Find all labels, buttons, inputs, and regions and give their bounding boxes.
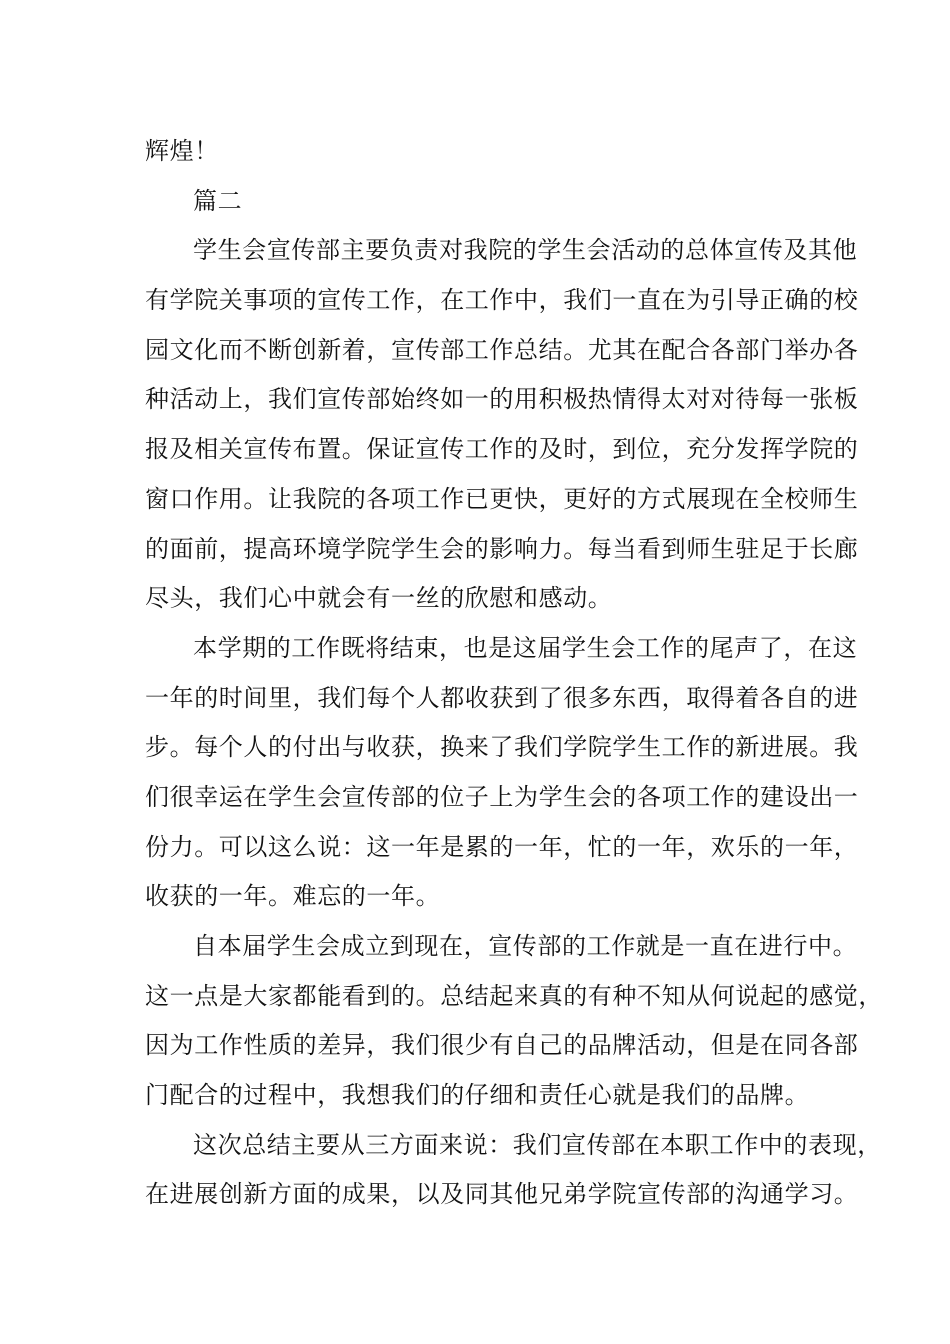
document-body [145, 127, 883, 1220]
text-line: 的面前，提高环境学院学生会的影响力。每当看到师生驻足于长廊 [145, 534, 859, 563]
text-line: 本学期的工作既将结束，也是这届学生会工作的尾声了，在这 [193, 633, 858, 662]
text-line: 门配合的过程中，我想我们的仔细和责任心就是我们的品牌。 [145, 1081, 810, 1110]
text-line: 尽头，我们心中就会有一丝的欣慰和感动。 [145, 584, 613, 613]
text-line: 辉煌！ [145, 137, 219, 165]
text-line: 这次总结主要从三方面来说：我们宣传部在本职工作中的表现， [193, 1130, 882, 1159]
text-line: 份力。可以这么说：这一年是累的一年，忙的一年，欢乐的一年， [145, 832, 859, 861]
text-line: 这一点是大家都能看到的。总结起来真的有种不知从何说起的感觉， [145, 981, 883, 1010]
text-line: 报及相关宣传布置。保证宣传工作的及时，到位，充分发挥学院的 [145, 435, 859, 464]
text-line: 步。每个人的付出与收获，换来了我们学院学生工作的新进展。我 [145, 733, 859, 762]
text-line: 学生会宣传部主要负责对我院的学生会活动的总体宣传及其他 [193, 236, 858, 265]
text-line: 们很幸运在学生会宣传部的位子上为学生会的各项工作的建设出一 [145, 782, 859, 811]
text-line: 有学院关事项的宣传工作，在工作中，我们一直在为引导正确的校 [145, 286, 859, 315]
text-line: 种活动上，我们宣传部始终如一的用积极热情得太对对待每一张板 [145, 385, 859, 414]
text-line: 园文化而不断创新着，宣传部工作总结。尤其在配合各部门举办各 [145, 335, 859, 364]
text-line: 在进展创新方面的成果，以及同其他兄弟学院宣传部的沟通学习。 [145, 1180, 859, 1209]
text-line: 一年的时间里，我们每个人都收获到了很多东西，取得着各自的进 [145, 683, 859, 712]
text-line: 窗口作用。让我院的各项工作已更快，更好的方式展现在全校师生 [145, 484, 859, 513]
text-line: 自本届学生会成立到现在，宣传部的工作就是一直在进行中。 [193, 932, 858, 960]
text-line: 因为工作性质的差异，我们很少有自己的品牌活动，但是在同各部 [145, 1031, 859, 1060]
text-line: 收获的一年。难忘的一年。 [145, 882, 441, 911]
section-heading: 篇二 [193, 186, 243, 215]
